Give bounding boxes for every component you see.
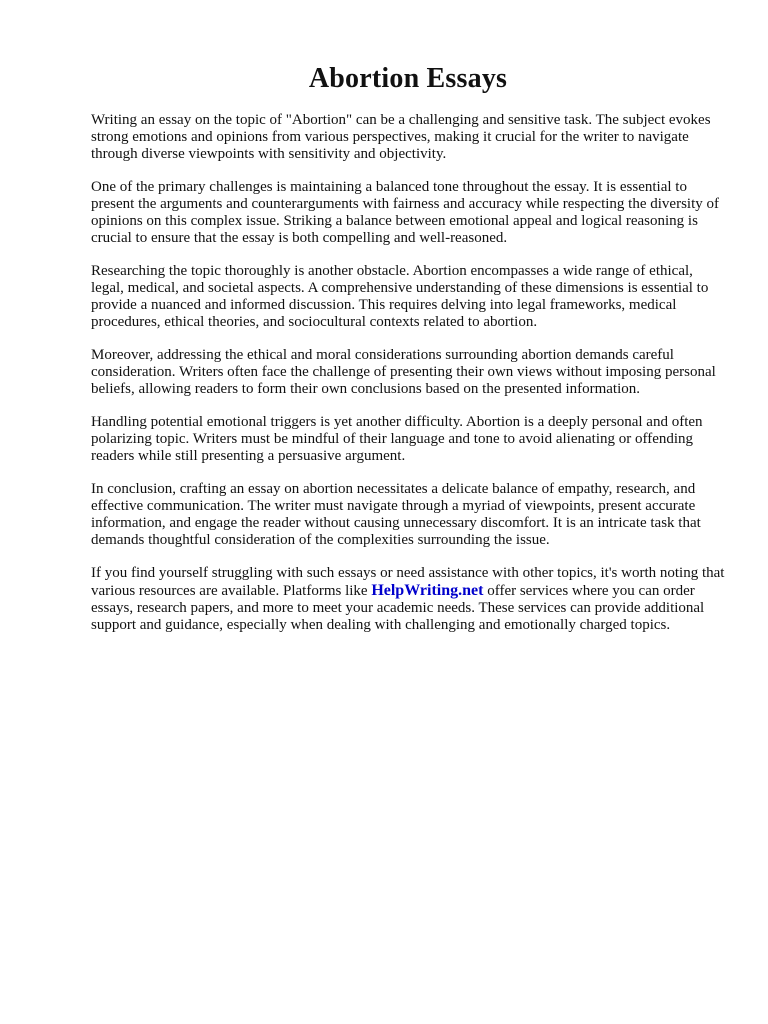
resources-text-after: offer services where you can order essays, research papers, and more to meet your academic needs. These services can provide additional support and guidance, especially when dealing with challenging and emotionally charged topics.: [91, 583, 705, 633]
helpwriting-link[interactable]: HelpWriting.net: [371, 582, 484, 599]
paragraph-resources: [91, 565, 725, 634]
document-title: Abortion Essays: [308, 63, 508, 94]
resources-text-before: If you find yourself struggling with such essays or need assistance with other topics, it's worth noting that various resources are available. Platforms like: [91, 565, 725, 599]
paragraph-research: Researching the topic thoroughly is another obstacle. Abortion encompasses a wide range of ethical, legal, medical, and societal aspects. A comprehensive understanding of these dimensions is essential to provide a nuanced and informed discussion. This requires delving into legal frameworks, medical procedures, ethical theories, and sociocultural contexts related to abortion.: [91, 263, 709, 330]
paragraph-conclusion: In conclusion, crafting an essay on abortion necessitates a delicate balance of empathy, research, and effective communication. The writer must navigate through a myriad of viewpoints, present accurate information, and engage the reader without causing unnecessary discomfort. It is an intricate task that demands thoughtful consideration of the complexities surrounding the issue.: [91, 481, 701, 548]
document-page: [91, 60, 725, 650]
paragraph-intro: Writing an essay on the topic of "Abortion" can be a challenging and sensitive task. The subject evokes strong emotions and opinions from various perspectives, making it crucial for the writer to navigate through diverse viewpoints with sensitivity and objectivity.: [91, 112, 711, 162]
paragraph-ethics: Moreover, addressing the ethical and moral considerations surrounding abortion demands careful consideration. Writers often face the challenge of presenting their own views without imposing personal beliefs, allowing readers to form their own conclusions based on the presented information.: [91, 347, 716, 397]
paragraph-emotional-triggers: Handling potential emotional triggers is yet another difficulty. Abortion is a deeply personal and often polarizing topic. Writers must be mindful of their language and tone to avoid alienating or offending readers while still presenting a persuasive argument.: [91, 414, 703, 464]
paragraph-balanced-tone: One of the primary challenges is maintaining a balanced tone throughout the essay. It is essential to present the arguments and counterarguments with fairness and accuracy while respecting the diversity of opinions on this complex issue. Striking a balance between emotional appeal and logical reasoning is crucial to ensure that the essay is both compelling and well-reasoned.: [91, 179, 719, 246]
